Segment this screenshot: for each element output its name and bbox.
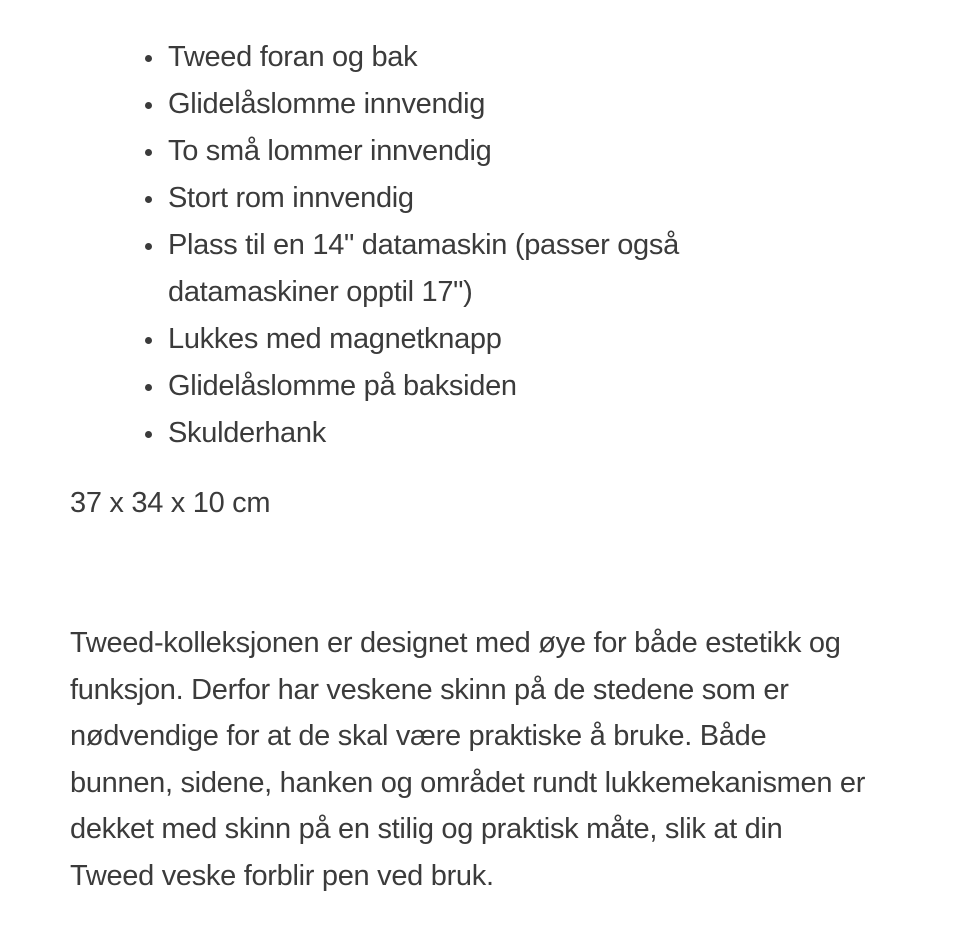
feature-item: • Glidelåslomme innvendig [166, 81, 826, 128]
feature-item: • Skulderhank [166, 410, 826, 457]
feature-item: • Tweed foran og bak [166, 34, 826, 81]
feature-item: • To små lommer innvendig [166, 128, 826, 175]
product-description-paragraph: Tweed-kolleksjonen er designet med øye for både estetikk og funksjon. Derfor har veskene skinn på de stedene som er nødvendige for at de skal være praktiske å bruke. Både bunnen, sidene, hanken og området rundt lukkemekanismen er dekket med skinn på en stilig og praktisk måte, slik at din Tweed veske forblir pen ved bruk. [70, 627, 866, 892]
feature-item: • Lukkes med magnetknapp [166, 316, 826, 363]
feature-list [140, 34, 826, 457]
feature-item: • Stort rom innvendig [166, 175, 826, 222]
feature-item: • Plass til en 14" datamaskin (passer også datamaskiner opptil 17") [166, 222, 826, 316]
feature-item: • Glidelåslomme på baksiden [166, 363, 826, 410]
product-dimensions: 37 x 34 x 10 cm [70, 487, 271, 519]
